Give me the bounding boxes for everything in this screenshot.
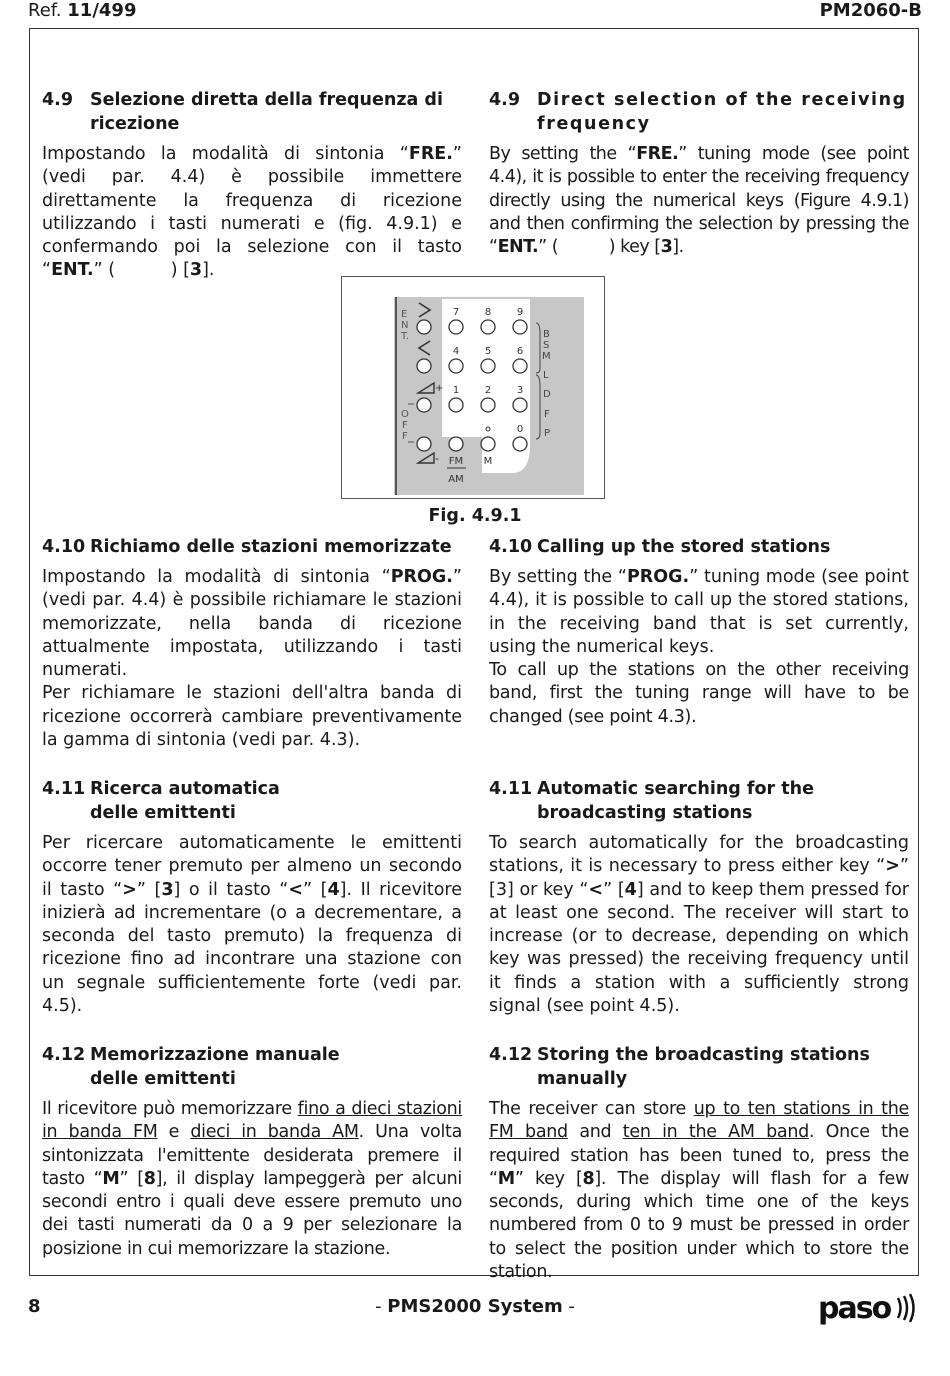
section-4-12-en bbox=[489, 1043, 909, 1284]
figure-caption: Fig. 4.9.1 bbox=[428, 506, 522, 526]
key-label-8: 8 bbox=[484, 307, 492, 318]
key-5-button[interactable] bbox=[481, 359, 495, 373]
ref-value: 11/499 bbox=[67, 0, 137, 21]
section-heading bbox=[489, 777, 909, 825]
section-paragraph: To call up the stations on the other receiving band, first the tuning range will have to be changed (see point 4.3). bbox=[489, 660, 909, 727]
section-number: 4.10 bbox=[489, 537, 533, 557]
label-l: L bbox=[543, 370, 549, 381]
section-heading bbox=[489, 1043, 909, 1091]
text-bold: PROG. bbox=[390, 567, 453, 587]
section-title bbox=[537, 1043, 909, 1091]
key-label-9: 9 bbox=[516, 307, 524, 318]
label-b: B bbox=[543, 329, 550, 340]
label-memory: M bbox=[483, 456, 493, 467]
key-label-5: 5 bbox=[484, 346, 492, 357]
logo-text: paso bbox=[818, 1291, 891, 1326]
text-bold: 3 bbox=[660, 237, 673, 258]
text-run: ” (vedi par. 4.4) è possibile immettere direttamente la frequenza di ricezione utilizzando i tasti numerati e (fig. 4.9.1) e confermando poi la selezione con il tasto “ bbox=[42, 144, 462, 281]
text-bold: M bbox=[497, 1168, 515, 1189]
key-7-button[interactable] bbox=[449, 320, 463, 334]
text-underlined: up to ten stations in the FM band bbox=[489, 1099, 909, 1143]
section-number: 4.10 bbox=[42, 537, 86, 557]
section-4-12-it bbox=[42, 1043, 462, 1261]
text-run: ] and to keep them pressed for at least one second. The receiver will start to increase (or to decrease, depending on which key was pressed) the receiving frequency until it finds a station with a sufficiently strong signal (see point 4.5). bbox=[489, 879, 909, 1017]
key-8-button[interactable] bbox=[481, 320, 495, 334]
section-4-11-en bbox=[489, 777, 909, 1018]
label-s: S bbox=[543, 340, 550, 351]
model-code: PM2060-B bbox=[819, 0, 922, 21]
section-heading bbox=[42, 777, 462, 825]
section-title: Richiamo delle stazioni memorizzate bbox=[90, 537, 452, 557]
text-run: Impostando la modalità di sintonia “ bbox=[42, 567, 391, 587]
label-o: O bbox=[401, 409, 409, 420]
prev-button[interactable] bbox=[417, 359, 431, 373]
text-bold: FRE. bbox=[408, 144, 453, 164]
section-paragraph: Per richiamare le stazioni dell'altra banda di ricezione occorrerà cambiare preventivamente la gamma di sintonia (vedi par. 4.3). bbox=[42, 683, 462, 751]
label-e: E bbox=[401, 309, 408, 320]
label-p: P bbox=[544, 428, 551, 439]
text-run: ” ( ) key [ bbox=[538, 237, 661, 258]
section-4-10-it bbox=[42, 535, 462, 752]
page-number: 8 bbox=[28, 1296, 41, 1317]
text-underlined: fino a dieci stazioni in banda FM bbox=[42, 1099, 462, 1143]
text-run: The receiver can store bbox=[489, 1099, 694, 1119]
key-4-button[interactable] bbox=[449, 359, 463, 373]
volume-up-button[interactable] bbox=[417, 398, 431, 412]
key-1-button[interactable] bbox=[449, 398, 463, 412]
key-label-3: 3 bbox=[516, 385, 524, 396]
section-paragraph bbox=[42, 566, 462, 682]
text-bold: ENT. bbox=[497, 237, 539, 258]
text-run: ” [ bbox=[303, 879, 328, 900]
key-label-1: 1 bbox=[452, 385, 460, 396]
text-bold: 8 bbox=[582, 1168, 595, 1189]
label-n: N bbox=[401, 320, 409, 331]
title-line: manually bbox=[537, 1069, 628, 1089]
paso-logo bbox=[818, 1290, 922, 1326]
section-number: 4.11 bbox=[42, 779, 86, 799]
text-run: ” [ bbox=[119, 1168, 144, 1189]
text-run: - bbox=[375, 1296, 388, 1317]
text-bold: > bbox=[122, 879, 137, 900]
section-title: Direct selection of the receiving frequency bbox=[537, 90, 907, 134]
text-run: . Una volta sintonizzata l'emittente desiderata premere il tasto “ bbox=[42, 1122, 462, 1189]
ref-label bbox=[28, 0, 136, 21]
label-d: D bbox=[543, 389, 551, 400]
minus-sign: - bbox=[435, 452, 439, 465]
title-line: Automatic searching for the bbox=[537, 779, 814, 799]
text-run: . Once the required station has been tuned to, press the “ bbox=[489, 1122, 909, 1189]
text-run: To search automatically for the broadcasting stations, it is necessary to press either key “ bbox=[489, 833, 909, 877]
text-bold: 8 bbox=[143, 1168, 156, 1189]
text-run: ” [ bbox=[136, 879, 162, 900]
memory-button[interactable] bbox=[481, 437, 495, 451]
key-label-6: 6 bbox=[516, 346, 524, 357]
title-line: delle emittenti bbox=[90, 803, 236, 823]
label-f2: F bbox=[402, 431, 408, 442]
plus-sign: + bbox=[435, 383, 444, 394]
section-heading bbox=[489, 88, 909, 136]
text-run: By setting the “ bbox=[489, 144, 637, 164]
system-name: PMS2000 System bbox=[387, 1296, 563, 1317]
text-run: ” tuning mode (see point 4.4), it is possible to call up the stored stations, in the receiving band that is set currently, using the numerical keys. bbox=[489, 567, 909, 657]
keypad-illustration bbox=[342, 277, 604, 498]
text-bold: > bbox=[885, 856, 900, 877]
section-number: 4.12 bbox=[489, 1045, 533, 1065]
section-heading bbox=[42, 88, 462, 136]
text-run: Il ricevitore può memorizzare bbox=[42, 1099, 298, 1119]
text-run: ]. bbox=[202, 260, 215, 281]
title-line: Ricerca automatica bbox=[90, 779, 280, 799]
text-run: Per ricercare automaticamente le emittenti occorre tener premuto per almeno un secondo il tasto “ bbox=[42, 833, 462, 900]
title-line: Memorizzazione manuale bbox=[90, 1045, 340, 1065]
label-fm: FM bbox=[448, 456, 464, 467]
text-run: ” key [ bbox=[514, 1168, 583, 1189]
text-bold: 3 bbox=[189, 260, 203, 281]
label-m: M bbox=[542, 351, 551, 362]
text-run: ” tuning mode (see point 4.4), it is possible to enter the receiving frequency directly using the numerical keys (Figure 4.9.1) and then confirming the selection by pressing the “ bbox=[489, 144, 909, 258]
label-t: T. bbox=[401, 331, 410, 342]
text-underlined: ten in the AM band bbox=[622, 1122, 809, 1143]
section-number: 4.9 bbox=[42, 90, 74, 110]
text-bold: 4 bbox=[327, 879, 340, 900]
label-f1: F bbox=[402, 420, 408, 431]
key-9-button[interactable] bbox=[513, 320, 527, 334]
section-heading bbox=[489, 535, 909, 559]
section-number: 4.9 bbox=[489, 90, 521, 110]
section-heading bbox=[42, 535, 462, 559]
memory-led-icon bbox=[486, 427, 490, 431]
text-bold: M bbox=[102, 1168, 120, 1189]
text-bold: < bbox=[288, 879, 303, 900]
ent-next-button[interactable] bbox=[417, 320, 431, 334]
title-line: broadcasting stations bbox=[537, 803, 753, 823]
key-label-7: 7 bbox=[452, 307, 460, 318]
key-6-button[interactable] bbox=[513, 359, 527, 373]
section-number: 4.12 bbox=[42, 1045, 86, 1065]
text-bold: PROG. bbox=[626, 567, 690, 587]
text-underlined: dieci in banda AM bbox=[190, 1122, 359, 1143]
text-run: ” [3] or key “ bbox=[489, 856, 909, 900]
key-0-button[interactable] bbox=[513, 437, 527, 451]
section-title: Selezione diretta della frequenza di ricezione bbox=[90, 90, 443, 134]
text-bold: FRE. bbox=[636, 144, 679, 164]
section-title: Calling up the stored stations bbox=[537, 537, 831, 557]
section-title bbox=[90, 1043, 462, 1091]
key-label-2: 2 bbox=[484, 385, 492, 396]
text-run: and bbox=[567, 1122, 623, 1143]
section-paragraph bbox=[42, 832, 462, 1018]
section-4-11-it bbox=[42, 777, 462, 1018]
text-bold: 4 bbox=[624, 879, 637, 900]
text-run: ” (vedi par. 4.4) è possibile richiamare le stazioni memorizzate, nella banda di ricezione attualmente impostata, utilizzando i tasti numerati. bbox=[42, 567, 462, 681]
text-bold: < bbox=[588, 879, 604, 900]
title-line: Storing the broadcasting stations bbox=[537, 1045, 870, 1065]
fm-am-button[interactable] bbox=[449, 437, 463, 451]
key-2-button[interactable] bbox=[481, 398, 495, 412]
key-3-button[interactable] bbox=[513, 398, 527, 412]
section-paragraph bbox=[489, 1098, 909, 1284]
section-paragraph bbox=[489, 143, 909, 259]
section-heading bbox=[42, 1043, 462, 1091]
section-4-9-it bbox=[42, 88, 462, 283]
label-am: AM bbox=[448, 474, 464, 485]
keypad-figure bbox=[341, 276, 605, 499]
off-button[interactable] bbox=[417, 437, 431, 451]
text-run: ]. The display will flash for a few seconds, during which time one of the keys numbered from 0 to 9 must be pressed in order to select the position under which to store the station. bbox=[489, 1168, 909, 1283]
title-line: delle emittenti bbox=[90, 1069, 236, 1089]
text-bold: 3 bbox=[161, 879, 174, 900]
text-run: ] o il tasto “ bbox=[173, 879, 289, 900]
text-run: ]. Il ricevitore inizierà ad incrementare (o a decrementare, a seconda del tasto premuto) la frequenza di ricezione fino ad incontrare una stazione con un segnale sufficientemente forte (vedi par. 4.5). bbox=[42, 879, 462, 1017]
text-run: Impostando la modalità di sintonia “ bbox=[42, 144, 409, 164]
text-run: ]. bbox=[672, 237, 684, 258]
text-run: ], il display lampeggerà per alcuni secondi entro i quali deve essere premuto uno dei tasti numerati da 0 a 9 per selezionare la posizione in cui memorizzare la stazione. bbox=[42, 1168, 462, 1259]
key-label-0: 0 bbox=[516, 424, 524, 435]
footer-title bbox=[0, 1296, 950, 1317]
section-number: 4.11 bbox=[489, 779, 533, 799]
section-paragraph bbox=[489, 832, 909, 1018]
section-paragraph bbox=[42, 143, 462, 283]
section-title bbox=[537, 777, 909, 825]
key-label-4: 4 bbox=[452, 346, 460, 357]
section-title bbox=[90, 777, 462, 825]
section-4-9-en bbox=[489, 88, 909, 259]
text-run: e bbox=[157, 1122, 191, 1143]
section-paragraph bbox=[42, 1098, 462, 1261]
text-run: ” [ bbox=[603, 879, 625, 900]
text-run: ” ( ) [ bbox=[93, 260, 190, 281]
text-bold: ENT. bbox=[51, 260, 94, 281]
label-f: F bbox=[544, 409, 550, 420]
ref-label-text: Ref. bbox=[28, 0, 62, 21]
text-run: By setting the “ bbox=[489, 567, 627, 587]
text-run: - bbox=[562, 1296, 575, 1317]
section-paragraph bbox=[489, 566, 909, 659]
section-4-10-en bbox=[489, 535, 909, 729]
